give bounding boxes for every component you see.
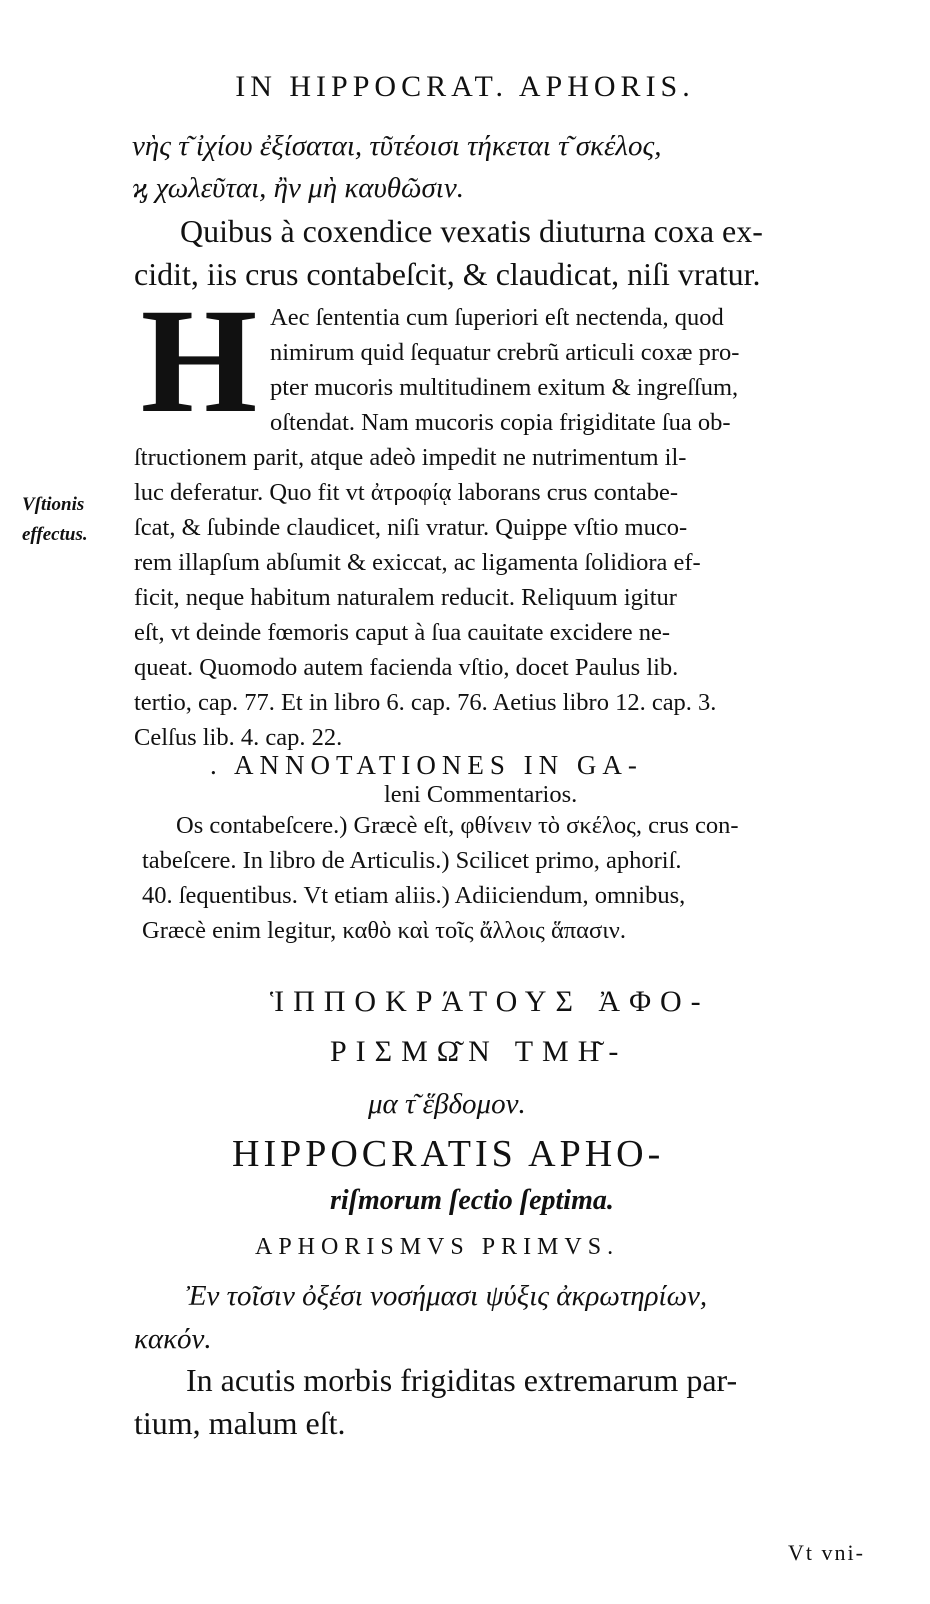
annotation-line: tabeſcere. In libro de Articulis.) Scilicet primo, aphoriſ. — [142, 847, 682, 874]
drop-cap-initial: H — [140, 302, 258, 420]
commentary-line: eſt, vt deinde fœmoris caput à ſua cauitate excidere ne- — [134, 619, 671, 646]
greek-title-line: ΡΙΣΜΩ͂Ν ΤΜΗ͂- — [330, 1035, 628, 1068]
commentary-line: pter mucoris multitudinem exitum & ingreſſum, — [270, 374, 739, 401]
latin-aphorism-line: In acutis morbis frigiditas extremarum par- — [186, 1362, 738, 1398]
commentary-line: Celſus lib. 4. cap. 22. — [134, 724, 343, 751]
commentary-line: ſtructionem parit, atque adeò impedit ne nutrimentum il- — [134, 444, 687, 471]
commentary-line: oſtendat. Nam mucoris copia frigiditate ſua ob- — [270, 409, 731, 436]
aphorism-heading: APHORISMVS PRIMVS. — [255, 1234, 620, 1260]
latin-title: HIPPOCRATIS APHO- — [232, 1133, 665, 1175]
annotation-line: Græcè enim legitur, καθὸ καὶ τοῖς ἄλλοις ἅπασιν. — [142, 917, 626, 944]
commentary-line: ficit, neque habitum naturalem reducit. Reliquum igitur — [134, 584, 677, 611]
margin-note — [22, 490, 127, 550]
commentary-line: tertio, cap. 77. Et in libro 6. cap. 76. Aetius libro 12. cap. 3. — [134, 689, 717, 716]
commentary-line: rem illapſum abſumit & exiccat, ac ligamenta ſolidiora ef- — [134, 549, 701, 576]
annotations-heading: . ANNOTATIONES IN GA- — [210, 750, 643, 780]
commentary-line: ſcat, & ſubinde claudicet, niſi vratur. Quippe vſtio muco- — [134, 514, 688, 541]
commentary-line: nimirum quid ſequatur crebrũ articuli coxæ pro- — [270, 339, 740, 366]
greek-text-line: ϗ χωλεῦται, ἢν μὴ καυθῶσιν. — [132, 172, 464, 204]
commentary-line: Aec ſententia cum ſuperiori eſt nectenda, quod — [270, 304, 724, 331]
commentary-line: queat. Quomodo autem facienda vſtio, docet Paulus lib. — [134, 654, 679, 681]
commentary-line: luc deferatur. Quo fit vt ἀτροφίᾳ laborans crus contabe- — [134, 479, 679, 506]
greek-text-line: νὴς τ͂ ἰχίου ἐξίσαται, τῦτέοισι τήκεται τ͂ σκέλος, — [132, 130, 662, 162]
latin-aphorism-line: Quibus à coxendice vexatis diuturna coxa ex- — [180, 213, 763, 249]
annotations-heading-continued: leni Commentarios. — [384, 781, 578, 808]
running-head: IN HIPPOCRAT. APHORIS. — [235, 70, 695, 103]
latin-subtitle: riſmorum ſectio ſeptima. — [330, 1185, 614, 1216]
greek-text-line: κακόν. — [134, 1323, 212, 1355]
greek-title-line: μα τ͂ ἕβδομον. — [368, 1088, 526, 1120]
greek-title-line: ἹΠΠΟΚΡΆΤΟΥΣ ἈΦΟ- — [270, 985, 710, 1018]
latin-aphorism-line: cidit, iis crus contabeſcit, & claudicat, niſi vratur. — [134, 256, 761, 292]
annotation-line: 40. ſequentibus. Vt etiam aliis.) Adiiciendum, omnibus, — [142, 882, 686, 909]
catchword: Vt vni- — [788, 1540, 865, 1565]
annotation-line: Os contabeſcere.) Græcè eſt, φθίνειν τὸ σκέλος, crus con- — [176, 812, 739, 839]
greek-text-line: Ἐν τοῖσιν ὀξέσι νοσήμασι ψύξις ἀκρωτηρίων, — [186, 1280, 708, 1312]
margin-note-line: effectus. — [22, 524, 88, 545]
margin-note-line: Vſtionis — [22, 494, 85, 515]
latin-aphorism-line: tium, malum eſt. — [134, 1405, 346, 1441]
